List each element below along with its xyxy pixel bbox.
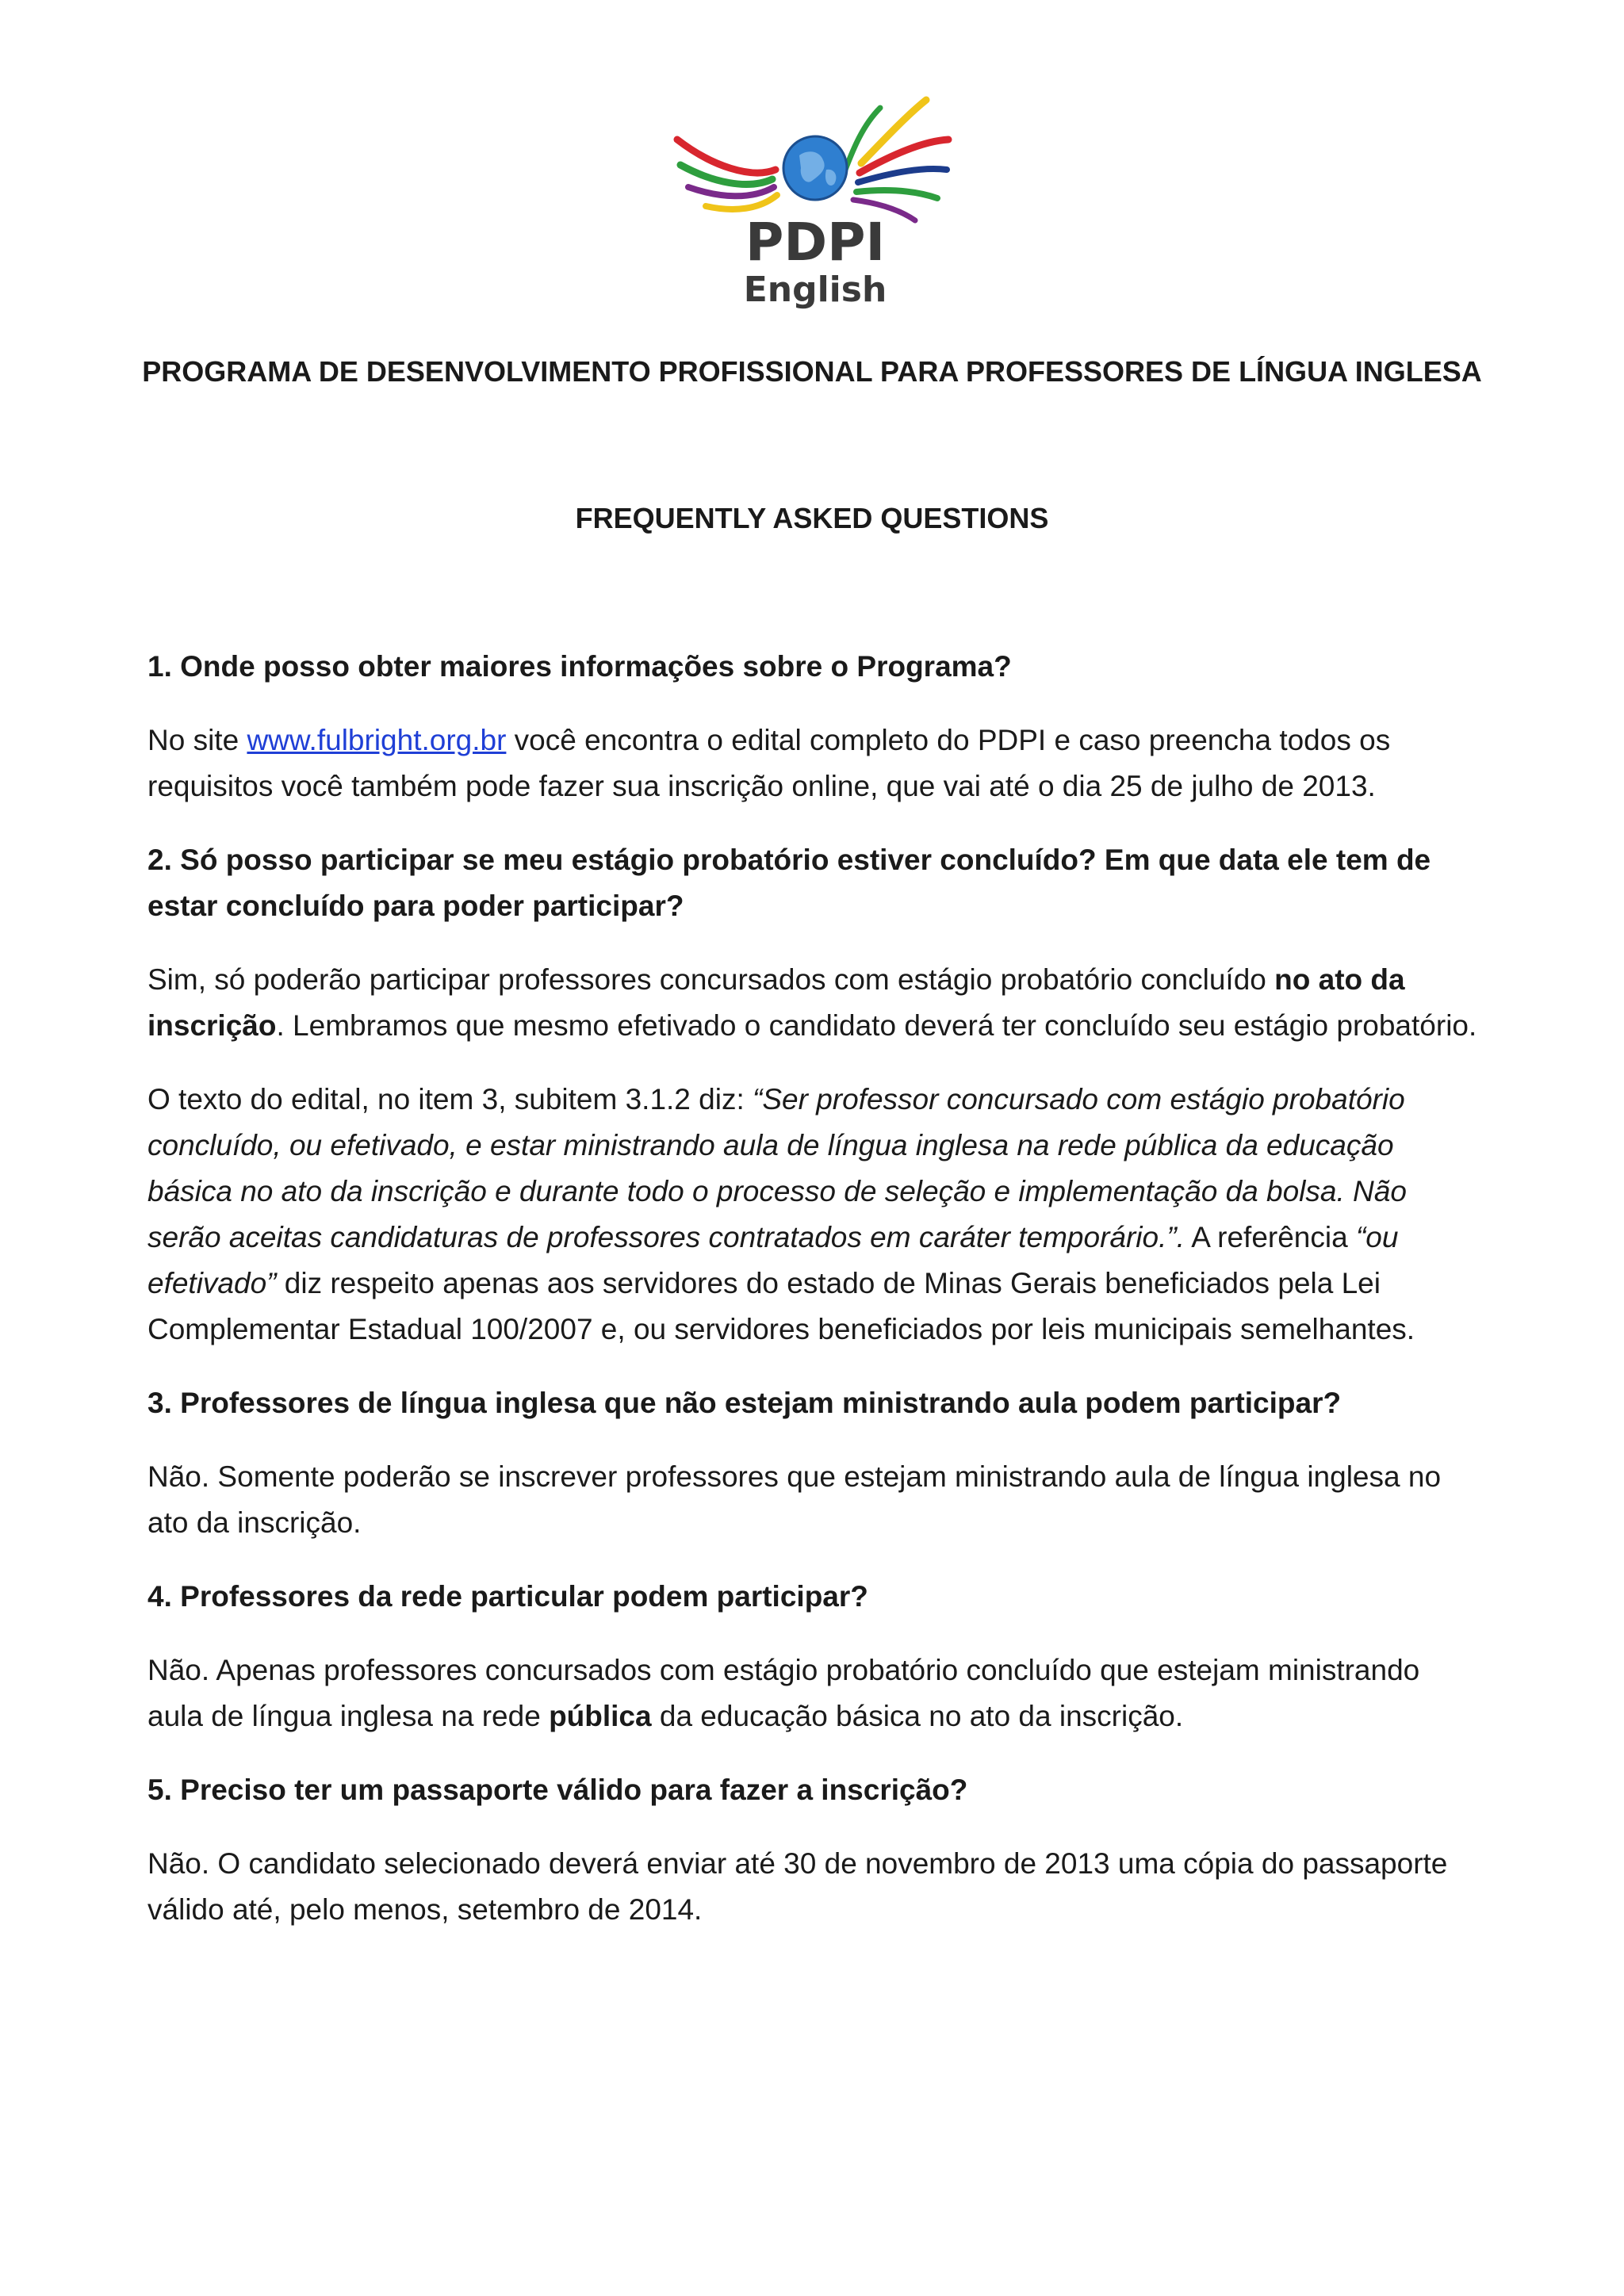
faq-answer-4 [147,1647,1480,1739]
faq-question-4: 4. Professores da rede particular podem participar? [147,1580,868,1613]
answer-text: Não. Apenas professores concursados com estágio probatório concluído que estejam ministrando aula de língua inglesa na rede [147,1654,1420,1732]
faq-answer-3: Não. Somente poderão se inscrever professores que estejam ministrando aula de língua inglesa no ato da inscrição. [147,1460,1442,1539]
faq-answer-2-quote [147,1077,1480,1353]
program-title: PROGRAMA DE DESENVOLVIMENTO PROFISSIONAL PARA PROFESSORES DE LÍNGUA INGLESA [142,355,1482,388]
pdpi-english-logo [672,94,958,316]
answer-text: da educação básica no ato da inscrição. [651,1700,1184,1732]
quote-text: diz respeito apenas aos servidores do estado de Minas Gerais beneficiados pela Lei Complementar Estadual 100/2007 e, ou servidores beneficiados por leis municipais semelhantes. [147,1267,1415,1345]
answer-text: No site [147,724,247,756]
faq-title: FREQUENTLY ASKED QUESTIONS [575,502,1049,534]
faq-content [147,644,1480,1961]
answer-bold-text: no ato da inscrição [147,963,1405,1042]
faq-question-5: 5. Preciso ter um passaporte válido para fazer a inscrição? [147,1774,968,1806]
edital-quote: “Ser professor concursado com estágio probatório concluído, ou efetivado, e estar ministrando aula de língua inglesa na rede pública da educação básica no ato da inscrição e durante todo o processo de seleção e implementação da bolsa. Não serão aceitas candidaturas de professores contratados em caráter temporário.”. [147,1083,1407,1253]
fulbright-link[interactable]: www.fulbright.org.br [247,724,507,756]
logo-graphic [672,94,958,316]
logo-text-pdpi: PDPI [745,212,886,273]
answer-text: você encontra o edital completo do PDPI e caso preencha todos os requisitos você também pode fazer sua inscrição online, que vai até o dia 25 de julho de 2013. [147,724,1391,802]
quote-text: A referência [1185,1221,1356,1253]
answer-text: Sim, só poderão participar professores concursados com estágio probatório concluído [147,963,1275,996]
answer-text: . Lembramos que mesmo efetivado o candidato deverá ter concluído seu estágio probatório. [276,1009,1477,1042]
faq-question-2: 2. Só posso participar se meu estágio probatório estiver concluído? Em que data ele tem de estar concluído para poder participar? [147,844,1431,922]
logo-text-english: English [743,270,887,310]
quote-reference: “ou efetivado” [147,1221,1399,1299]
faq-answer-2 [147,957,1480,1049]
answer-bold-text: pública [549,1700,652,1732]
faq-question-3: 3. Professores de língua inglesa que não estejam ministrando aula podem participar? [147,1387,1342,1419]
quote-intro: O texto do edital, no item 3, subitem 3.1.2 diz: [147,1083,753,1115]
faq-answer-1 [147,718,1480,809]
faq-question-1: 1. Onde posso obter maiores informações sobre o Programa? [147,650,1012,683]
faq-answer-5: Não. O candidato selecionado deverá enviar até 30 de novembro de 2013 uma cópia do passaporte válido até, pelo menos, setembro de 2014. [147,1847,1448,1926]
